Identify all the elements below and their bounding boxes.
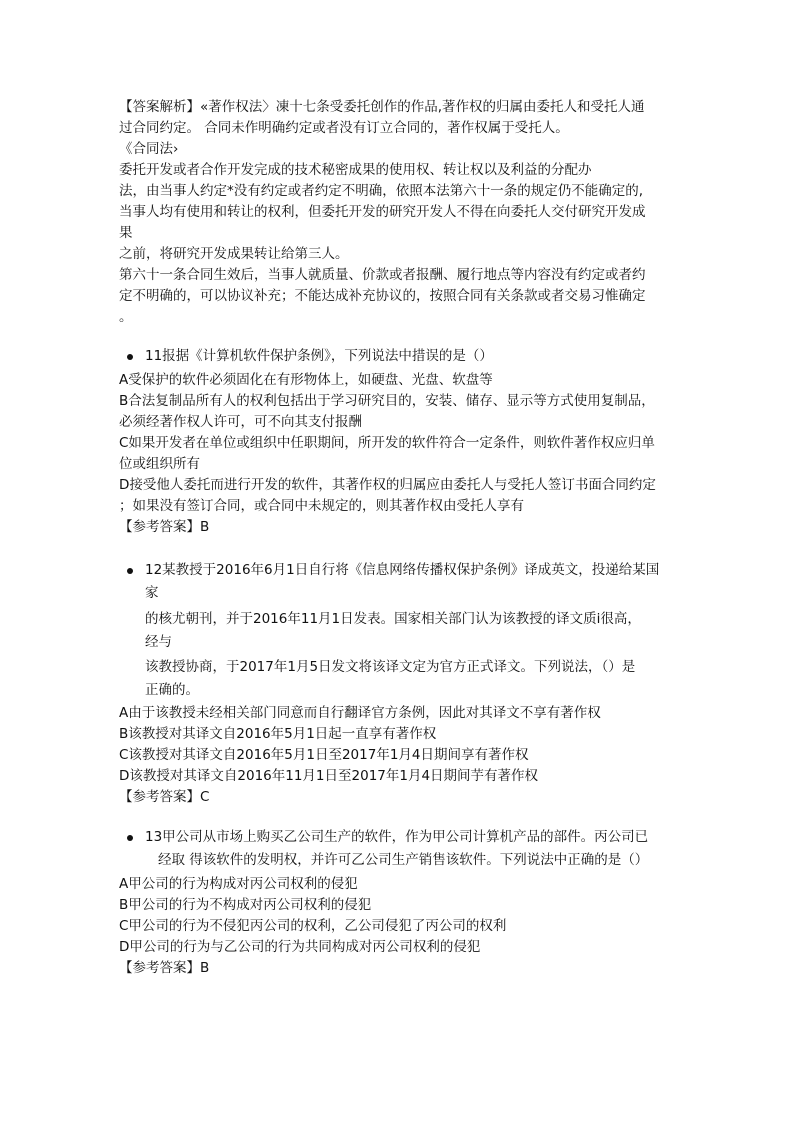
q11-line-4: C如果开发者在单位或组织中任职期间，所开发的软件符合一定条件，则软件著作权应归单 bbox=[119, 435, 655, 451]
answer-line-5: 法，由当事人约定*没有约定或者约定不明确，依照本法第六十一条的规定仍不能确定的, bbox=[119, 183, 644, 199]
q11-line-7: ；如果没有签订合同，或合同中未规定的，则其著作权由受托人享有 bbox=[119, 498, 524, 514]
bullet-icon bbox=[127, 354, 133, 360]
q12-stem-1: 12某教授于2016年6月1日自行将《信息网络传播权保护条例》译成英文，投递给某国 bbox=[145, 562, 660, 578]
answer-line-2: 过合同约定。 合同未作明确约定或者没有订立合同的，著作权属于受托人。 bbox=[119, 120, 569, 136]
q12-line-1: A由于该教授未经相关部门同意而自行翻译官方条例，因此对其译文不享有著作权 bbox=[119, 705, 601, 721]
q11-line-3: 必须经著作权人许可，可不向其支付报酬 bbox=[119, 414, 362, 430]
answer-line-7: 果 bbox=[119, 225, 133, 241]
q12-stem-5: 该教授协商，于2017年1月5日发文将该译文定为官方正式译文。下列说法，（）是 bbox=[145, 659, 636, 675]
q12-stem-4: 经与 bbox=[145, 634, 172, 650]
answer-line-10: 定不明确的，可以协议补充；不能达成补充协议的，按照合同有关条款或者交易习惟确定 bbox=[119, 288, 646, 304]
q13-stem-2: 经取 得该软件的发明权，并许可乙公司生产销售该软件。下列说法中正确的是（） bbox=[158, 852, 649, 868]
answer-line-1: 【答案解析】«著作权法〉凍十七条受委托创作的作品,著作权的归属由委托人和受托人通 bbox=[119, 99, 645, 115]
q11-line-1: A受保护的软件必须固化在有形物体上，如硬盘、光盘、软盘等 bbox=[119, 372, 493, 388]
q12-line-2: B该教授对其译文自2016年5月1日起一直享有著作权 bbox=[119, 726, 437, 742]
q13-answer: 【参考答案】B bbox=[119, 960, 210, 976]
q11-stem: 11报据《计算机软件保护条例》，下列说法中措误的是（） bbox=[145, 348, 493, 364]
q13-stem-1: 13甲公司从市场上购买乙公司生产的软件，作为甲公司计算机产品的部件。丙公司已 bbox=[145, 829, 649, 845]
q11-line-5: 位或组织所有 bbox=[119, 456, 200, 472]
q13-line-4: D甲公司的行为与乙公司的行为共同构成对丙公司权利的侵犯 bbox=[119, 939, 481, 955]
q11-line-2: B合法复制品所有人的权利包括出于学习研究目的，安装、储存、显示等方式使用复制品， bbox=[119, 393, 655, 409]
q11-answer: 【参考答案】B bbox=[119, 519, 210, 535]
answer-line-4: 委托开发或者合作开发完成的技术秘密成果的使用权、转让权以及利益的分配办 bbox=[119, 162, 592, 178]
q12-stem-2: 家 bbox=[145, 585, 159, 601]
answer-line-6: 当事人均有使用和转让的权利，但委托开发的研究开发人不得在向委托人交付研究开发成 bbox=[119, 204, 646, 220]
answer-line-9: 第六十一条合同生效后，当事人就质量、价款或者报酬、履行地点等内容没有约定或者约 bbox=[119, 267, 646, 283]
q11-line-6: D接受他人委托而进行开发的软件，其著作权的归属应由委托人与受托人签订书面合同约定 bbox=[119, 477, 656, 493]
q12-answer: 【参考答案】C bbox=[119, 789, 210, 805]
q12-line-4: D该教授对其译文自2016年11月1日至2017年1月4日期间芋有著作权 bbox=[119, 768, 539, 784]
answer-line-8: 之前，将研究开发成果转让给第三人。 bbox=[119, 246, 349, 262]
bullet-icon bbox=[127, 835, 133, 841]
q13-line-1: A甲公司的行为构成对丙公司权利的侵犯 bbox=[119, 876, 358, 892]
answer-line-3: 《合同法› bbox=[119, 141, 179, 157]
answer-line-11: 。 bbox=[119, 309, 133, 325]
q12-stem-6: 正确的。 bbox=[145, 682, 199, 698]
q12-line-3: C该教授对其译文自2016年5月1日至2017年1月4日期间享有著作权 bbox=[119, 747, 529, 763]
q13-line-2: B甲公司的行为不构成对丙公司权利的侵犯 bbox=[119, 897, 372, 913]
q13-line-3: C甲公司的行为不侵犯丙公司的权利，乙公司侵犯了丙公司的权利 bbox=[119, 918, 507, 934]
bullet-icon bbox=[127, 568, 133, 574]
q12-stem-3: 的核尤朝刊，并于2016年11月1日发表。国家相关部门认为该教授的译文质i很高， bbox=[145, 611, 641, 627]
